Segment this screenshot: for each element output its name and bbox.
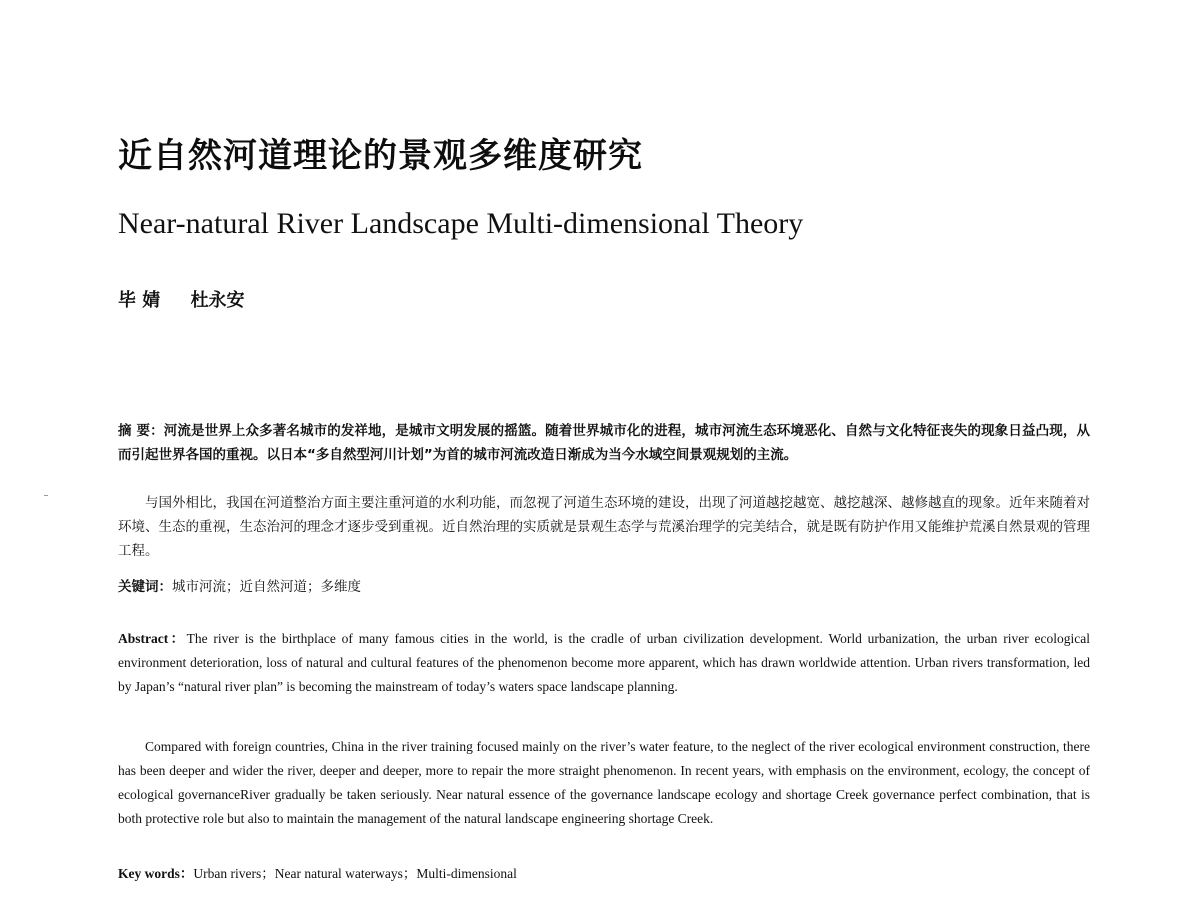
keywords-en-label: Key words： xyxy=(118,866,194,881)
keywords-en-values: Urban rivers；Near natural waterways；Multi-dimensional xyxy=(193,866,517,881)
keywords-cn-label: 关键词： xyxy=(118,579,172,595)
abstract-en-label: Abstract： xyxy=(118,631,187,646)
abstract-cn-text-1: 河流是世界上众多著名城市的发祥地，是城市文明发展的摇篮。随着世界城市化的进程，城市河流生态环境恶化、自然与文化特征丧失的现象日益凸现，从而引起世界各国的重视。以日本“多自然型河川计划”为首的城市河流改造日渐成为当今水域空间景观规划的主流。 xyxy=(118,423,1091,463)
margin-mark xyxy=(44,495,48,496)
keywords-cn-values: 城市河流；近自然河道；多维度 xyxy=(172,579,361,595)
author-name: 毕 婧 xyxy=(118,290,161,311)
abstract-cn-paragraph-1 xyxy=(118,419,1090,467)
author-name: 杜永安 xyxy=(190,290,245,311)
title-english: Near-natural River Landscape Multi-dimensional Theory xyxy=(118,207,804,240)
keywords-en xyxy=(118,862,1090,886)
abstract-en-paragraph-2: Compared with foreign countries, China in the river training focused mainly on the river’s water feature, to the neglect of the river ecological environment construction, there has been deeper and wider the river, deeper and deeper, more to repair the more straight phenomenon. In recent years, with emphasis on the environment, ecology, the concept of ecological governanceRiver gradually be taken seriously. Near natural essence of the governance landscape ecology and shortage Creek governance perfect combination, that is both protective role but also to maintain the management of the natural landscape engineering shortage Creek. xyxy=(118,739,1090,826)
abstract-en-paragraph-1 xyxy=(118,627,1090,699)
authors xyxy=(118,286,269,312)
abstract-en-text-1: The river is the birthplace of many famous cities in the world, is the cradle of urban civilization development. World urbanization, the urban river ecological environment deterioration, loss of natural and cultural features of the phenomenon become more apparent, which has drawn worldwide attention. Urban rivers transformation, led by Japan’s “natural river plan” is becoming the mainstream of today’s waters space landscape planning. xyxy=(118,631,1090,694)
title-chinese: 近自然河道理论的景观多维度研究 xyxy=(118,136,643,176)
keywords-cn xyxy=(118,575,1090,599)
abstract-cn-paragraph-2: 与国外相比，我国在河道整治方面主要注重河道的水利功能，而忽视了河道生态环境的建设，出现了河道越挖越宽、越挖越深、越修越直的现象。近年来随着对环境、生态的重视，生态治河的理念才逐步受到重视。近自然治理的实质就是景观生态学与荒溪治理学的完美结合，就是既有防护作用又能维护荒溪自然景观的管理工程。 xyxy=(118,495,1090,559)
abstract-cn-label: 摘 要： xyxy=(118,423,164,439)
